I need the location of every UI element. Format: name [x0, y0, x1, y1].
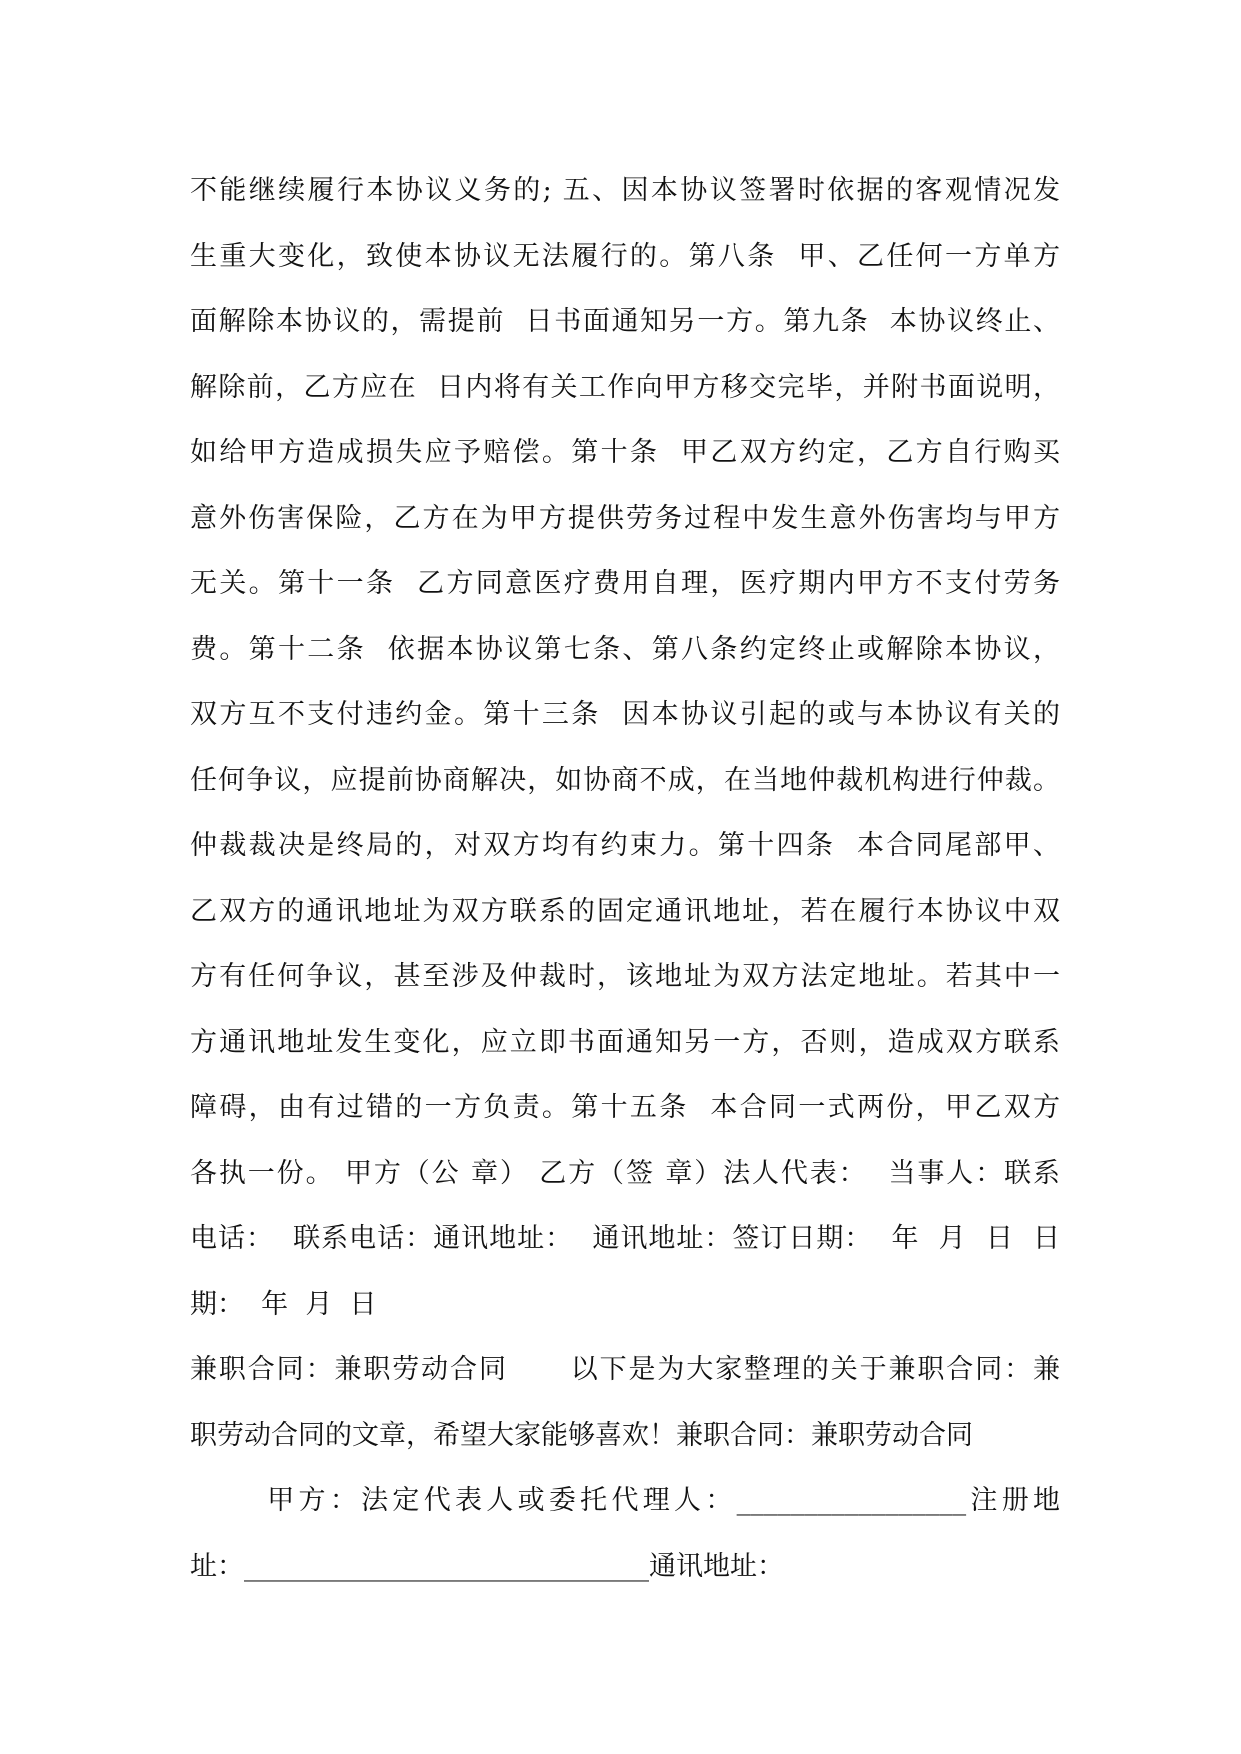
text-line: 乙双方的通讯地址为双方联系的固定通讯地址，若在履行本协议中双 — [190, 895, 1060, 927]
text-line: 任何争议，应提前协商解决，如协商不成，在当地仲裁机构进行仲裁。 — [190, 764, 1060, 796]
text-line: 无关。第十一条 乙方同意医疗费用自理，医疗期内甲方不支付劳务 — [190, 568, 1060, 599]
text-line: 兼职合同：兼职劳动合同 以下是为大家整理的关于兼职合同：兼 — [190, 1354, 1060, 1385]
text-line: 期： 年 月 日 — [190, 1288, 377, 1320]
text-line: 仲裁裁决是终局的，对双方均有约束力。第十四条 本合同尾部甲、 — [190, 830, 1060, 861]
text-line: 不能继续履行本协议义务的; 五、因本协议签署时依据的客观情况发 — [190, 175, 1060, 206]
text-line: 如给甲方造成损失应予赔偿。第十条 甲乙双方约定，乙方自行购买 — [190, 437, 1060, 468]
text-line: 各执一份。 甲方（公 章） 乙方（签 章）法人代表： 当事人：联系 — [190, 1157, 1060, 1189]
text-line: 面解除本协议的，需提前 日书面通知另一方。第九条 本协议终止、 — [190, 306, 1060, 337]
text-line: 方有任何争议，甚至涉及仲裁时，该地址为双方法定地址。若其中一 — [190, 961, 1060, 992]
text-line: 生重大变化，致使本协议无法履行的。第八条 甲、乙任何一方单方 — [190, 240, 1060, 272]
text-line: 电话： 联系电话：通讯地址： 通讯地址：签订日期： 年 月 日 日 — [190, 1223, 1060, 1254]
text-line: 意外伤害保险，乙方在为甲方提供劳务过程中发生意外伤害均与甲方 — [190, 502, 1060, 534]
document-body-text — [190, 158, 1060, 1599]
text-line: 址：______________________________通讯地址： — [190, 1550, 784, 1582]
text-line: 双方互不支付违约金。第十三条 因本协议引起的或与本协议有关的 — [190, 699, 1060, 730]
text-line: 职劳动合同的文章，希望大家能够喜欢！兼职合同：兼职劳动合同 — [190, 1419, 973, 1451]
text-line: 费。第十二条 依据本协议第七条、第八条约定终止或解除本协议， — [190, 633, 1060, 665]
text-line: 甲方：法定代表人或委托代理人：_________________注册地 — [190, 1485, 1060, 1516]
text-line: 障碍，由有过错的一方负责。第十五条 本合同一式两份，甲乙双方 — [190, 1092, 1060, 1123]
text-line: 解除前，乙方应在 日内将有关工作向甲方移交完毕，并附书面说明， — [190, 371, 1060, 403]
text-line: 方通讯地址发生变化，应立即书面通知另一方，否则，造成双方联系 — [190, 1026, 1060, 1058]
